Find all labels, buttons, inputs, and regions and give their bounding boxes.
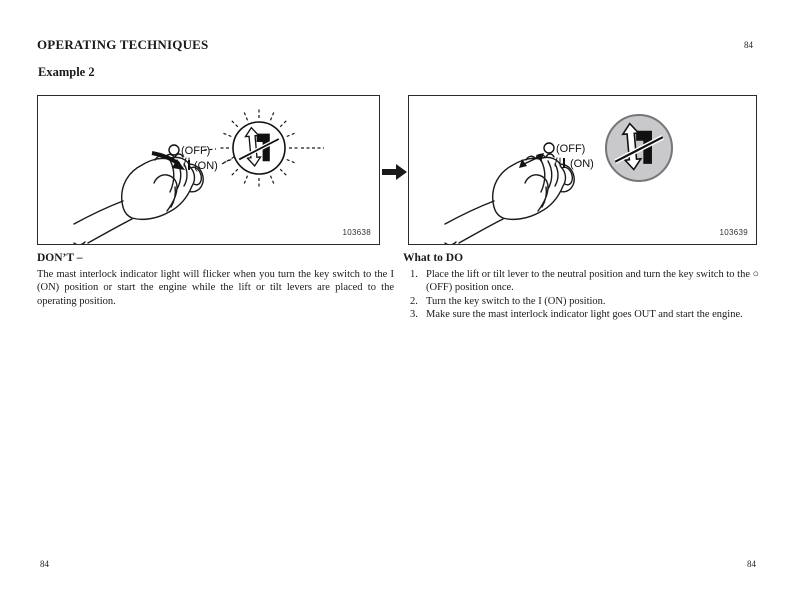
list-item-number: 2. [410,295,418,307]
list-item [403,268,759,295]
list-item-number: 3. [410,309,418,321]
figure-whatdo-box [408,95,757,245]
page-number-bottom-right: 84 [747,559,756,569]
on-label: (ON) [570,158,594,170]
list-item-text: Place the lift or tilt lever to the neutral position and turn the key switch to the ○ (OFF) position once. [426,269,759,294]
on-label: (ON) [194,160,218,172]
hand-turning-key-icon [74,154,207,244]
figure-dont-box [37,95,380,245]
what-to-do-heading: What to DO [403,252,464,264]
list-item [403,295,759,308]
off-symbol-icon [169,145,179,155]
off-symbol-icon [544,143,554,153]
dont-heading: DON’T – [37,252,83,264]
page-title: OPERATING TECHNIQUES [37,37,209,52]
list-item [403,308,759,321]
list-item-number: 1. [410,269,418,280]
dont-body-text: The mast interlock indicator light will flicker when you turn the key switch to the I (ON) position or start the engine while the lift or tilt levers are placed to the operating position. [37,269,394,307]
list-item-text: Turn the key switch to the I (ON) position. [426,295,606,307]
figure-number: 103638 [342,228,371,237]
right-arrow-icon [382,163,408,181]
list-item-text: Make sure the mast interlock indicator light goes OUT and start the engine. [426,309,743,321]
mast-interlock-indicator-off [606,115,672,181]
figure-number: 103639 [719,228,748,237]
dont-section [37,251,394,308]
off-label: (OFF) [181,145,211,157]
example-label: Example 2 [38,65,95,79]
hand-turning-key-icon [445,154,578,244]
what-to-do-section [403,251,759,322]
key-switch-illustration-flickering [38,96,379,244]
off-label: (OFF) [556,143,586,155]
page-number-bottom-left: 84 [40,559,49,569]
key-switch-illustration-light-out [409,96,756,244]
mast-interlock-indicator-flickering [218,107,300,189]
page-number-top: 84 [744,40,753,50]
